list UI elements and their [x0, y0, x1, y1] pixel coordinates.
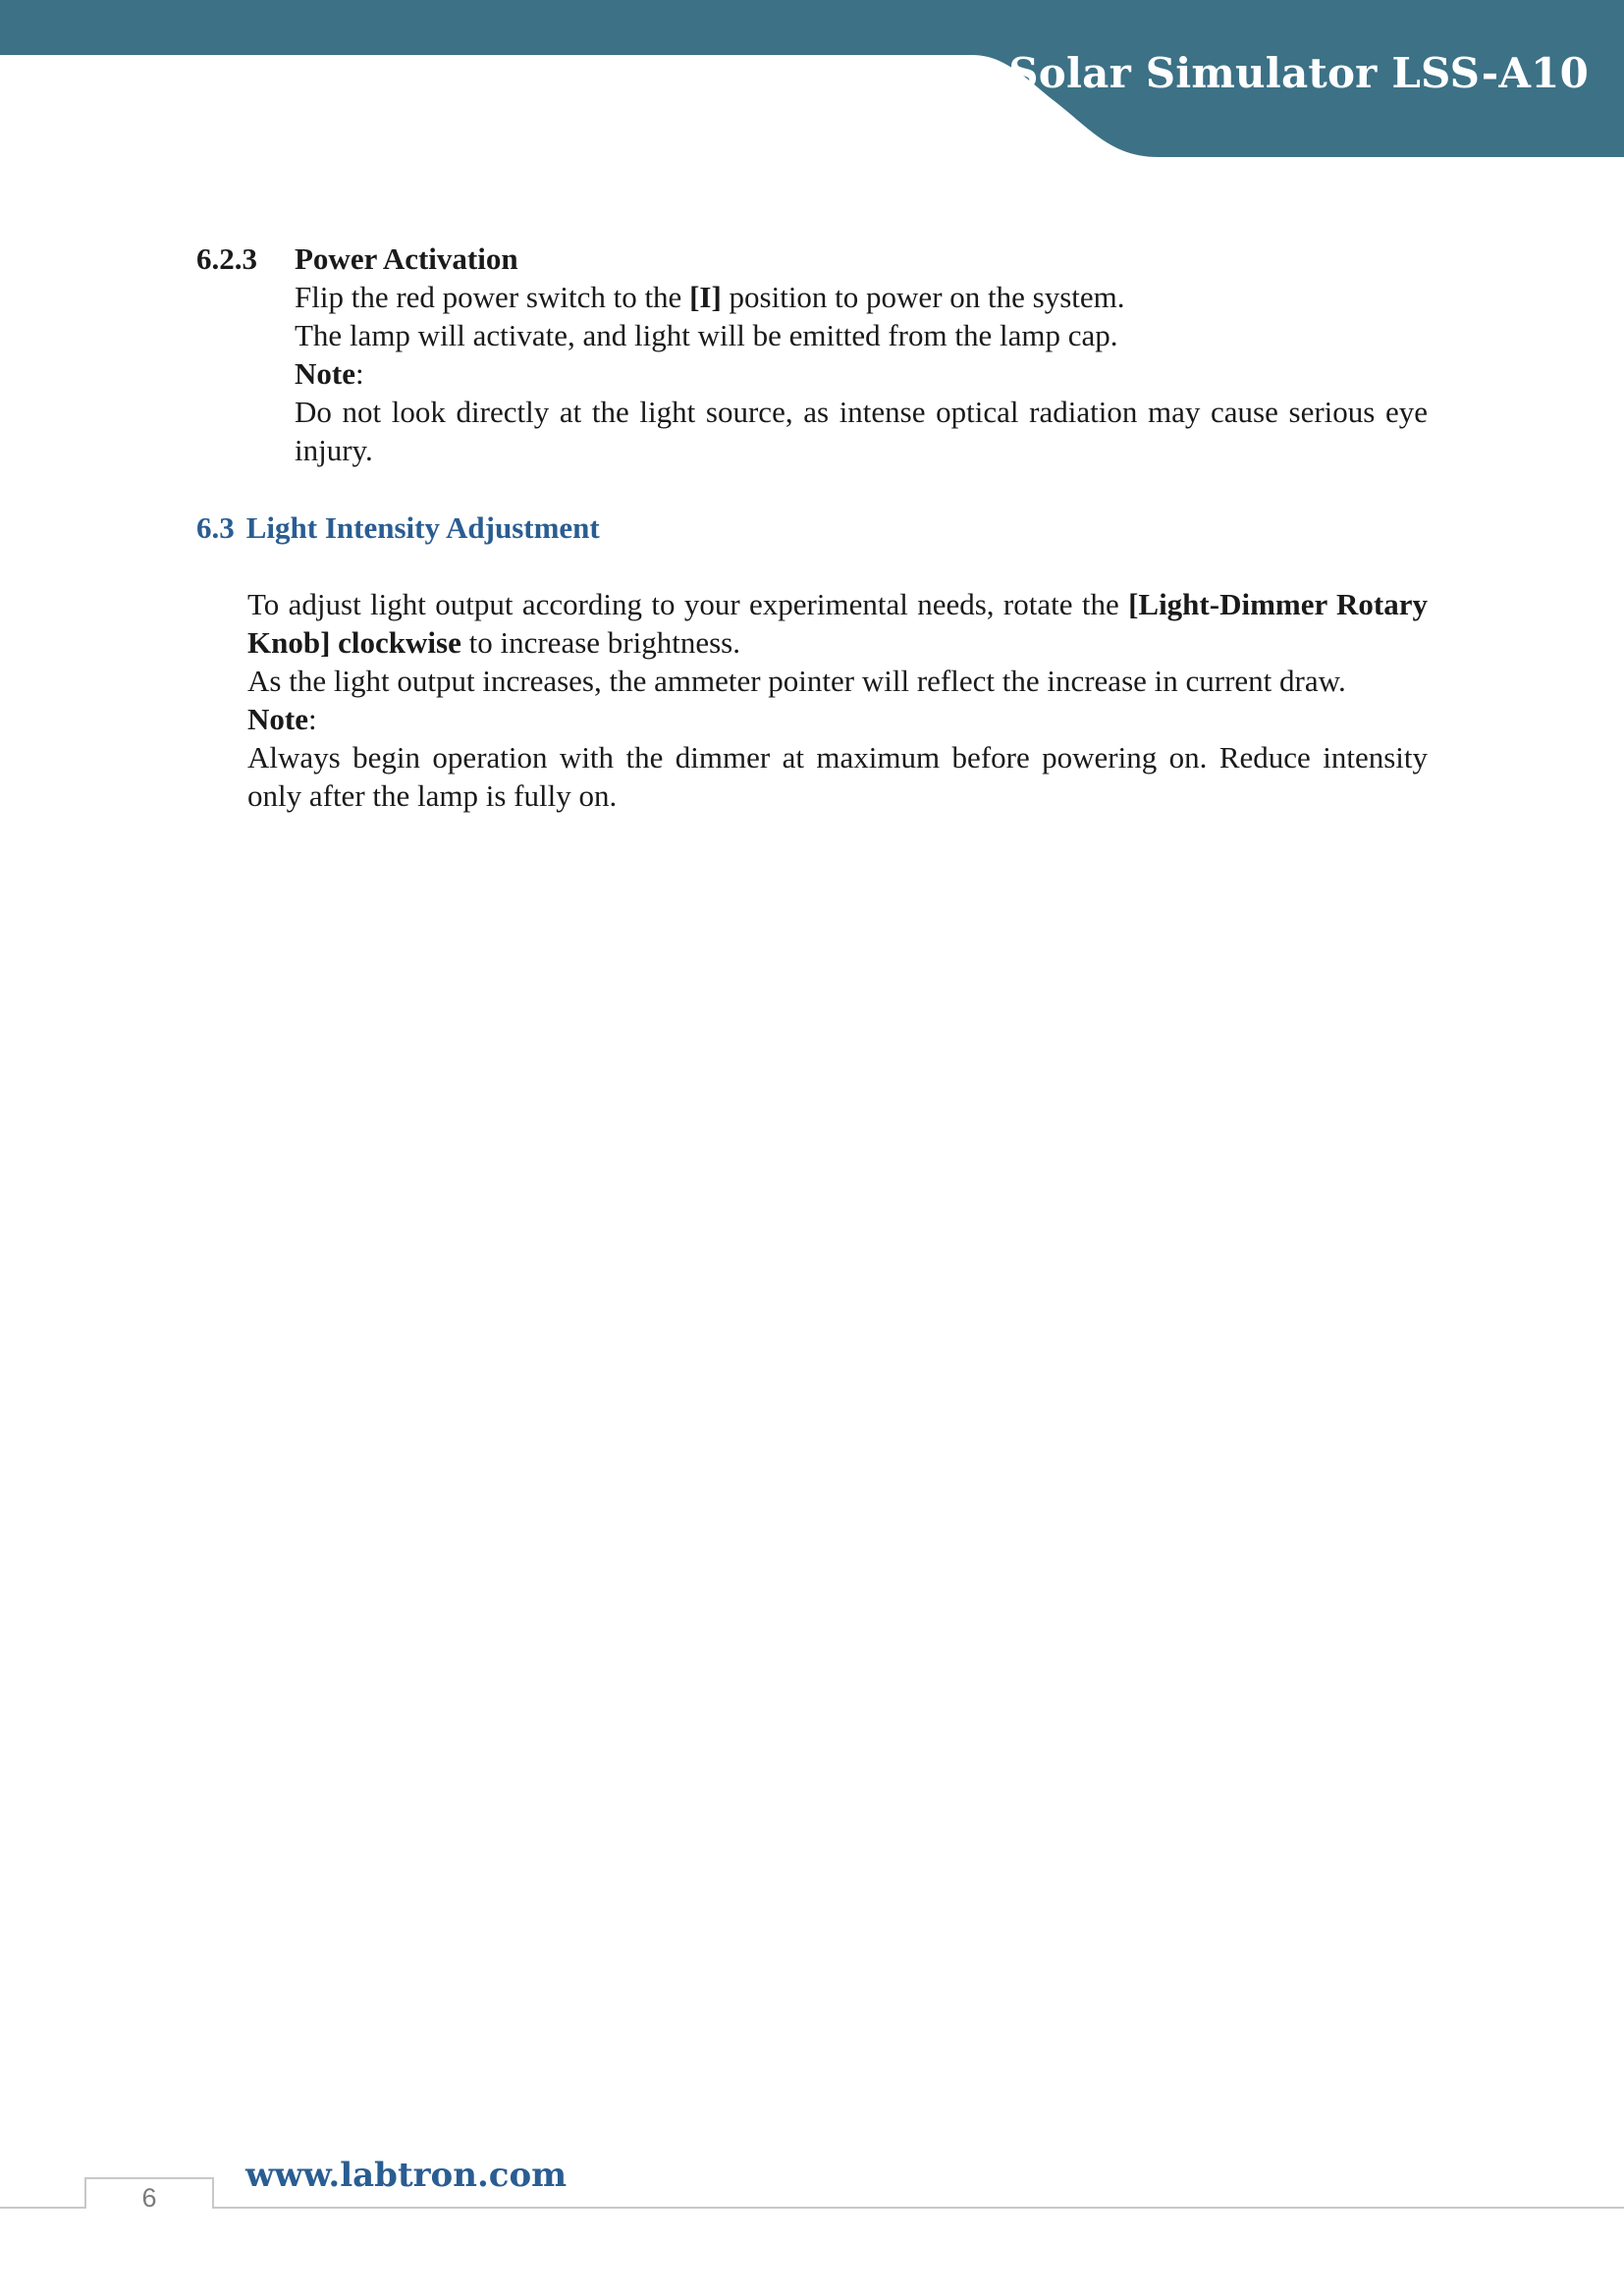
note-colon: :: [307, 702, 317, 736]
section-body-light-intensity: [247, 585, 1428, 815]
note-colon: :: [354, 356, 364, 391]
ammeter-text: As the light output increases, the ammeter pointer will reflect the increase in current draw.: [247, 664, 1346, 698]
section-heading-light-intensity: [196, 508, 600, 547]
lamp-activation-text: The lamp will activate, and light will be emitted from the lamp cap.: [295, 318, 1118, 352]
dimmer-note-text: Always begin operation with the dimmer at maximum before powering on. Reduce intensity only after the lamp is fully on.: [247, 740, 1428, 813]
dimmer-knob-label: [Light-Dimmer Rotary Knob] clockwise: [247, 587, 1428, 660]
subsection-power-activation: [196, 240, 1428, 469]
dimmer-instruction-text-end: to increase brightness.: [460, 625, 740, 660]
footer-divider: [0, 2207, 1624, 2209]
note-heading: [295, 354, 1428, 393]
switch-position-label: [I]: [689, 280, 722, 314]
section-number: 6.3: [196, 510, 235, 545]
note-label: Note: [295, 356, 355, 391]
subsection-heading: [196, 240, 1428, 278]
footer-website-link[interactable]: www.labtron.com: [245, 2156, 568, 2195]
section-title: Light Intensity Adjustment: [245, 510, 600, 545]
power-switch-text-end: position to power on the system.: [721, 280, 1125, 314]
power-switch-text: Flip the red power switch to the: [295, 280, 690, 314]
note-label: Note: [247, 702, 308, 736]
dimmer-instruction-text: To adjust light output according to your experimental needs, rotate the: [247, 587, 1129, 621]
subsection-body: [295, 278, 1428, 469]
note-heading: [247, 700, 1428, 738]
power-switch-instruction: [295, 278, 1428, 316]
eye-safety-warning: Do not look directly at the light source, as intense optical radiation may cause serious eye injury.: [295, 395, 1428, 467]
dimmer-instruction: [247, 585, 1428, 662]
page-number: 6: [141, 2183, 157, 2213]
subsection-title: Power Activation: [295, 241, 518, 276]
document-title: Solar Simulator LSS-A10: [1008, 49, 1589, 97]
subsection-number: 6.2.3: [196, 241, 257, 276]
